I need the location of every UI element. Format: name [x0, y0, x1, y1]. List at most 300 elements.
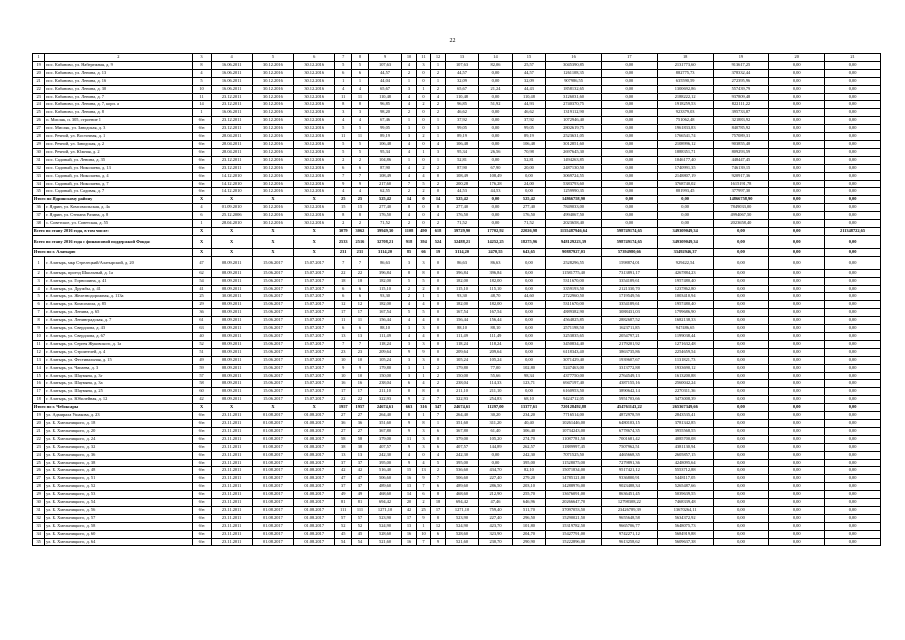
- table-cell: 0,00: [769, 333, 825, 341]
- table-cell: 12798308,22: [601, 499, 657, 507]
- table-cell: 396,84: [479, 269, 512, 277]
- table-cell: 272395,96: [713, 77, 769, 85]
- table-cell: 10: [352, 356, 369, 364]
- table-cell: 14288976,00: [546, 483, 602, 491]
- table-cell: 1939607,67: [601, 356, 657, 364]
- table-cell: 2: [416, 499, 431, 507]
- table-cell: 15.06.2017: [252, 325, 293, 333]
- table-cell: 59: [192, 364, 211, 372]
- table-cell: 321883,92: [713, 117, 769, 125]
- table-cell: 30.12.2016: [294, 125, 335, 133]
- table-cell: Итого по г. Чебоксары: [33, 404, 193, 412]
- table-cell: 0,00: [825, 356, 881, 364]
- table-cell: 15.07.2017: [294, 396, 335, 404]
- table-cell: 0,00: [769, 443, 825, 451]
- table-cell: 4: [192, 69, 211, 77]
- table-cell: 0,00: [825, 101, 881, 109]
- table-row: [33, 301, 881, 309]
- table-cell: 52: [192, 340, 211, 348]
- table-cell: 0,00: [769, 293, 825, 301]
- table-cell: 96,85: [445, 101, 478, 109]
- table-cell: 6: [335, 325, 352, 333]
- table-cell: 13: [416, 467, 431, 475]
- table-cell: 1: [416, 372, 431, 380]
- table-cell: 525,42: [368, 196, 401, 204]
- table-cell: 6: [431, 427, 446, 435]
- table-cell: 1615191,78: [713, 180, 769, 188]
- table-cell: ул. Б. Хмельницкого, д. 56: [45, 506, 192, 514]
- table-row: [33, 61, 881, 69]
- table-cell: 4: [335, 117, 352, 125]
- table-cell: 93,30: [445, 293, 478, 301]
- table-row: [33, 467, 881, 475]
- table-cell: 176,28: [479, 180, 512, 188]
- table-cell: 12: [352, 301, 369, 309]
- table-cell: 0,00: [825, 451, 881, 459]
- table-cell: 4248095,64: [657, 459, 713, 467]
- table-cell: 4889382,90: [546, 309, 602, 317]
- table-row: [33, 204, 881, 212]
- table-cell: 01.08.2017: [252, 538, 293, 546]
- table-cell: 2: [335, 220, 352, 228]
- table-cell: 663: [402, 404, 417, 412]
- table-cell: 0: [416, 125, 431, 133]
- table-cell: ул. Б. Хмельницкого, д. 36: [45, 451, 192, 459]
- table-row: [33, 333, 881, 341]
- table-cell: 22: [352, 396, 369, 404]
- table-cell: 111,49: [445, 333, 478, 341]
- table-cell: 0,00: [713, 483, 769, 491]
- table-cell: 15.06.2017: [252, 256, 293, 269]
- table-cell: 12: [431, 54, 446, 62]
- table-cell: 63: [192, 325, 211, 333]
- table-cell: 58: [352, 435, 369, 443]
- table-cell: 15.06.2017: [252, 269, 293, 277]
- table-cell: 15.07.2017: [294, 348, 335, 356]
- table-cell: 4: [416, 301, 431, 309]
- table-cell: 20,00: [512, 164, 545, 172]
- table-cell: 14785121,00: [546, 475, 602, 483]
- table-cell: 41: [192, 285, 211, 293]
- table-cell: 0,00: [512, 348, 545, 356]
- table-cell: 7: [33, 309, 45, 317]
- table-cell: 0,00: [713, 396, 769, 404]
- table-cell: 3: [416, 356, 431, 364]
- table-cell: г. Алатырь, ул. Железнодорожная, д. 113а: [45, 293, 192, 301]
- table-cell: 8: [352, 212, 369, 220]
- table-cell: 10: [416, 530, 431, 538]
- table-cell: 0,00: [769, 491, 825, 499]
- table-cell: 4: [416, 459, 431, 467]
- table-cell: 0,00: [512, 277, 545, 285]
- table-cell: X: [294, 196, 335, 204]
- table-cell: 23.11.2011: [211, 427, 252, 435]
- table-cell: 28: [33, 133, 45, 141]
- table-cell: пос. Кабаново, ул. Ленина, д. 30: [45, 85, 192, 93]
- table-cell: 378332,44: [713, 69, 769, 77]
- table-cell: 6: [33, 301, 45, 309]
- table-cell: 37: [335, 483, 352, 491]
- table-cell: 01.08.2017: [294, 412, 335, 420]
- table-cell: 32,09: [445, 77, 478, 85]
- table-cell: 0: [416, 204, 431, 212]
- table-cell: 15.07.2017: [294, 372, 335, 380]
- table-cell: 0,00: [769, 419, 825, 427]
- table-cell: 0: [431, 388, 446, 396]
- table-cell: 34: [33, 530, 45, 538]
- table-cell: 23: [33, 443, 45, 451]
- table-cell: ул. Б. Хмельницкого, д. 38: [45, 459, 192, 467]
- table-cell: 557439,79: [713, 85, 769, 93]
- table-cell: 2: [431, 69, 446, 77]
- table-cell: 15: [402, 467, 417, 475]
- table-cell: 0,00: [713, 372, 769, 380]
- table-cell: 24: [33, 451, 45, 459]
- table-cell: 23.11.2011: [211, 451, 252, 459]
- table-cell: 4: [352, 117, 369, 125]
- table-cell: 15.07.2017: [294, 301, 335, 309]
- table-cell: 30.12.2016: [294, 188, 335, 196]
- table-cell: 2254659,54: [657, 348, 713, 356]
- table-cell: 395733,87: [713, 109, 769, 117]
- table-cell: 377997,30: [713, 188, 769, 196]
- table-cell: 30.12.2016: [252, 212, 293, 220]
- table-cell: 0,00: [713, 248, 769, 256]
- table-cell: 01.08.2017: [294, 427, 335, 435]
- table-cell: 30.12.2016: [294, 204, 335, 212]
- table-cell: 22026,98: [512, 227, 545, 235]
- table-cell: 0,00: [825, 340, 881, 348]
- table-cell: 2487130,50: [546, 164, 602, 172]
- table-cell: 0,00: [769, 109, 825, 117]
- table-cell: 08.09.2011: [211, 333, 252, 341]
- table-cell: 22: [33, 85, 45, 93]
- table-cell: 0,00: [657, 212, 713, 220]
- table-cell: 4: [431, 140, 446, 148]
- table-cell: 30.12.2016: [294, 212, 335, 220]
- table-cell: 30.12.2016: [294, 140, 335, 148]
- table-cell: 3: [402, 364, 417, 372]
- table-cell: 947486,65: [657, 325, 713, 333]
- table-cell: 9: [431, 538, 446, 546]
- table-cell: 9517421,12: [601, 467, 657, 475]
- table-cell: 25: [352, 196, 369, 204]
- table-cell: 176,50: [512, 212, 545, 220]
- table-cell: 33: [33, 172, 45, 180]
- table-cell: 0: [431, 188, 446, 196]
- table-body: [33, 54, 881, 546]
- table-cell: 23.11.2011: [211, 435, 252, 443]
- table-cell: 523,90: [445, 514, 478, 522]
- table-cell: 524,90: [445, 522, 478, 530]
- table-cell: 86,63: [368, 256, 401, 269]
- table-cell: 0,00: [769, 140, 825, 148]
- table-cell: 13: [33, 356, 45, 364]
- table-cell: 25: [192, 293, 211, 301]
- table-cell: 21: [825, 54, 881, 62]
- table-cell: Итого по Ядринскому району: [33, 196, 193, 204]
- table-cell: 88,10: [479, 325, 512, 333]
- table-cell: 6947197,40: [546, 380, 602, 388]
- table-cell: 923379,03: [657, 109, 713, 117]
- table-cell: 3354189,61: [601, 277, 657, 285]
- table-cell: 0,00: [769, 235, 825, 248]
- table-cell: 5: [416, 277, 431, 285]
- table-cell: 10: [192, 85, 211, 93]
- table-cell: 26,56: [479, 148, 512, 156]
- table-cell: 882775,73: [657, 69, 713, 77]
- table-cell: 32488,21: [445, 235, 478, 248]
- table-cell: 81: [352, 499, 369, 507]
- table-cell: 0,00: [479, 69, 512, 77]
- table-cell: 44,57: [368, 69, 401, 77]
- table-cell: 227,40: [479, 514, 512, 522]
- table-cell: 0,00: [601, 109, 657, 117]
- table-cell: 7849033,00: [713, 204, 769, 212]
- table-cell: 3: [416, 325, 431, 333]
- table-cell: 0,00: [825, 256, 881, 269]
- table-cell: 11087781,50: [546, 435, 602, 443]
- table-cell: 110,48: [445, 93, 478, 101]
- table-cell: 37: [352, 459, 369, 467]
- table-cell: X: [294, 227, 335, 235]
- table-cell: 1766541,74: [657, 133, 713, 141]
- table-cell: 0,00: [769, 459, 825, 467]
- table-cell: 1: [416, 293, 431, 301]
- table-cell: 2: [416, 188, 431, 196]
- table-cell: пос. Речной, ул. Южная, д. 2: [45, 148, 192, 156]
- table-cell: 70,98: [512, 148, 545, 156]
- table-cell: 8: [431, 491, 446, 499]
- table-cell: 0,00: [601, 180, 657, 188]
- table-cell: 17702,92: [479, 227, 512, 235]
- table-cell: 0: [431, 333, 446, 341]
- table-cell: 71,52: [512, 220, 545, 228]
- table-cell: X: [192, 227, 211, 235]
- table-cell: пос. Садовый, ул. Ленина, д. 35: [45, 156, 192, 164]
- table-cell: 1: [192, 109, 211, 117]
- table-cell: 1957480,40: [657, 277, 713, 285]
- table-cell: 0,00: [825, 85, 881, 93]
- table-cell: 211,10: [479, 388, 512, 396]
- table-cell: 0,00: [479, 451, 512, 459]
- table-cell: 182,00: [368, 277, 401, 285]
- table-cell: 907986,55: [546, 77, 602, 85]
- table-cell: 21: [33, 427, 45, 435]
- table-cell: 27: [33, 475, 45, 483]
- table-cell: 30.12.2016: [294, 77, 335, 85]
- table-cell: 5553712,88: [657, 467, 713, 475]
- table-cell: 0,00: [713, 293, 769, 301]
- table-cell: п. Мисляк, п. 305, строение 1: [45, 117, 192, 125]
- table-cell: 0,00: [769, 256, 825, 269]
- table-cell: 40: [192, 333, 211, 341]
- table-cell: 211348722,65: [825, 227, 881, 235]
- table-cell: 15.07.2017: [294, 356, 335, 364]
- table-cell: 30.12.2016: [252, 172, 293, 180]
- table-cell: 9: [335, 364, 352, 372]
- table-cell: 01.08.2017: [252, 427, 293, 435]
- table-cell: 0: [416, 69, 431, 77]
- table-cell: 0,00: [769, 356, 825, 364]
- table-cell: пос. Кабаново, ул. Ленина, д. 7, корп. а: [45, 101, 192, 109]
- table-cell: 3071429,40: [546, 356, 602, 364]
- table-cell: 54: [352, 538, 369, 546]
- table-row: [33, 269, 881, 277]
- table-cell: 32: [33, 514, 45, 522]
- table-cell: 33492946,37: [657, 248, 713, 256]
- table-cell: 8: [416, 419, 431, 427]
- table-cell: 1961833,83: [657, 125, 713, 133]
- table-cell: 01.08.2017: [252, 451, 293, 459]
- table-cell: 0: [431, 285, 446, 293]
- table-cell: б/н: [192, 188, 211, 196]
- table-cell: 3045390,85: [546, 61, 602, 69]
- table-cell: 3: [402, 325, 417, 333]
- table-cell: 903855,48: [713, 140, 769, 148]
- table-cell: 01.08.2017: [294, 506, 335, 514]
- table-cell: 3: [416, 256, 431, 269]
- table-cell: 23.11.2011: [211, 491, 252, 499]
- table-cell: 6: [431, 443, 446, 451]
- table-cell: 19: [431, 248, 446, 256]
- table-cell: 0,00: [769, 522, 825, 530]
- table-cell: 9: [352, 364, 369, 372]
- table-cell: 0: [416, 451, 431, 459]
- table-cell: 10: [33, 333, 45, 341]
- table-cell: 47: [192, 256, 211, 269]
- table-cell: 29: [33, 491, 45, 499]
- table-cell: 08.09.2011: [211, 277, 252, 285]
- table-cell: 08.09.2011: [211, 364, 252, 372]
- table-cell: 238,04: [368, 380, 401, 388]
- table-cell: 1957480,40: [657, 301, 713, 309]
- table-cell: X: [252, 196, 293, 204]
- table-cell: 1271632,48: [657, 340, 713, 348]
- table-cell: 0,00: [769, 85, 825, 93]
- table-cell: 30.12.2016: [252, 117, 293, 125]
- table-cell: 11: [33, 340, 45, 348]
- table-cell: 0,00: [769, 212, 825, 220]
- table-cell: 9424712,05: [546, 396, 602, 404]
- table-cell: 0,00: [769, 467, 825, 475]
- table-cell: 920917,36: [713, 172, 769, 180]
- table-cell: 0: [431, 309, 446, 317]
- table-cell: 0,00: [825, 188, 881, 196]
- table-cell: ул. Б. Хмельницкого, д. 54: [45, 499, 192, 507]
- table-cell: 15.06.2017: [252, 364, 293, 372]
- table-cell: 01.08.2017: [252, 467, 293, 475]
- table-cell: 6: [192, 212, 211, 220]
- table-cell: 1918259,53: [657, 101, 713, 109]
- table-cell: 32708,21: [368, 235, 401, 248]
- table-cell: X: [252, 248, 293, 256]
- table-cell: 7: [335, 172, 352, 180]
- table-cell: 23.12.2011: [211, 93, 252, 101]
- table-cell: 4: [431, 93, 446, 101]
- table-cell: 4: [402, 212, 417, 220]
- table-cell: г. Алатырь, ул. Ленинградская, д. 7: [45, 317, 192, 325]
- table-cell: 7: [416, 483, 431, 491]
- table-cell: 0,00: [512, 333, 545, 341]
- table-cell: 2270311,36: [657, 388, 713, 396]
- table-cell: 0,00: [825, 196, 881, 204]
- table-cell: 12: [33, 348, 45, 356]
- table-cell: 234,20: [512, 412, 545, 420]
- table-cell: 33: [33, 522, 45, 530]
- table-cell: 0,00: [825, 69, 881, 77]
- table-cell: 10: [352, 372, 369, 380]
- housing-program-table: [32, 53, 881, 546]
- table-cell: 2: [402, 109, 417, 117]
- table-cell: 18: [352, 277, 369, 285]
- table-cell: 87,90: [445, 164, 478, 172]
- table-cell: 0,00: [713, 404, 769, 412]
- table-cell: 0,00: [825, 443, 881, 451]
- table-cell: 15.07.2017: [294, 380, 335, 388]
- table-cell: 0,00: [713, 256, 769, 269]
- table-cell: 10: [335, 356, 352, 364]
- table-cell: 31: [33, 156, 45, 164]
- table-cell: 9: [402, 396, 417, 404]
- table-cell: 23426789,39: [601, 506, 657, 514]
- table-cell: 524: [431, 235, 446, 248]
- table-cell: 90887927,03: [546, 248, 602, 256]
- table-cell: 0,00: [769, 125, 825, 133]
- table-cell: 367,80: [368, 427, 401, 435]
- table-row: [33, 348, 881, 356]
- table-cell: 9613258,62: [601, 538, 657, 546]
- table-cell: 01.08.2017: [252, 475, 293, 483]
- table-cell: 3062: [352, 227, 369, 235]
- table-cell: 5: [416, 180, 431, 188]
- table-cell: 635590,59: [657, 77, 713, 85]
- table-cell: 111,49: [479, 333, 512, 341]
- table-cell: ул. Б. Хмельницкого, д. 18: [45, 419, 192, 427]
- table-cell: 71,52: [368, 220, 401, 228]
- table-cell: 15.06.2017: [252, 277, 293, 285]
- table-cell: 2: [416, 101, 431, 109]
- table-cell: 167,54: [479, 309, 512, 317]
- table-cell: 3781342,85: [657, 419, 713, 427]
- table-cell: 1: [431, 77, 446, 85]
- table-cell: 27: [335, 412, 352, 420]
- table-cell: 489,60: [445, 483, 478, 491]
- table-cell: 0,00: [769, 227, 825, 235]
- table-cell: 0,00: [713, 285, 769, 293]
- table-cell: 01.08.2017: [252, 435, 293, 443]
- table-cell: 0: [431, 348, 446, 356]
- table-cell: 4: [335, 85, 352, 93]
- table-cell: 0: [431, 317, 446, 325]
- table-cell: 37097053,50: [546, 506, 602, 514]
- table-cell: 11: [335, 93, 352, 101]
- table-cell: 1: [402, 77, 417, 85]
- table-cell: 0,00: [825, 538, 881, 546]
- table-cell: 0,00: [769, 69, 825, 77]
- table-cell: 15.06.2017: [252, 380, 293, 388]
- table-cell: 0,00: [479, 459, 512, 467]
- table-row: [33, 256, 881, 269]
- table-cell: 37: [33, 212, 45, 220]
- table-cell: 95,34: [368, 148, 401, 156]
- table-cell: 24674,61: [368, 404, 401, 412]
- table-cell: 9: [402, 459, 417, 467]
- table-cell: 0,00: [769, 483, 825, 491]
- table-cell: 3359193,50: [546, 285, 602, 293]
- table-row: [33, 475, 881, 483]
- table-cell: 86,63: [479, 256, 512, 269]
